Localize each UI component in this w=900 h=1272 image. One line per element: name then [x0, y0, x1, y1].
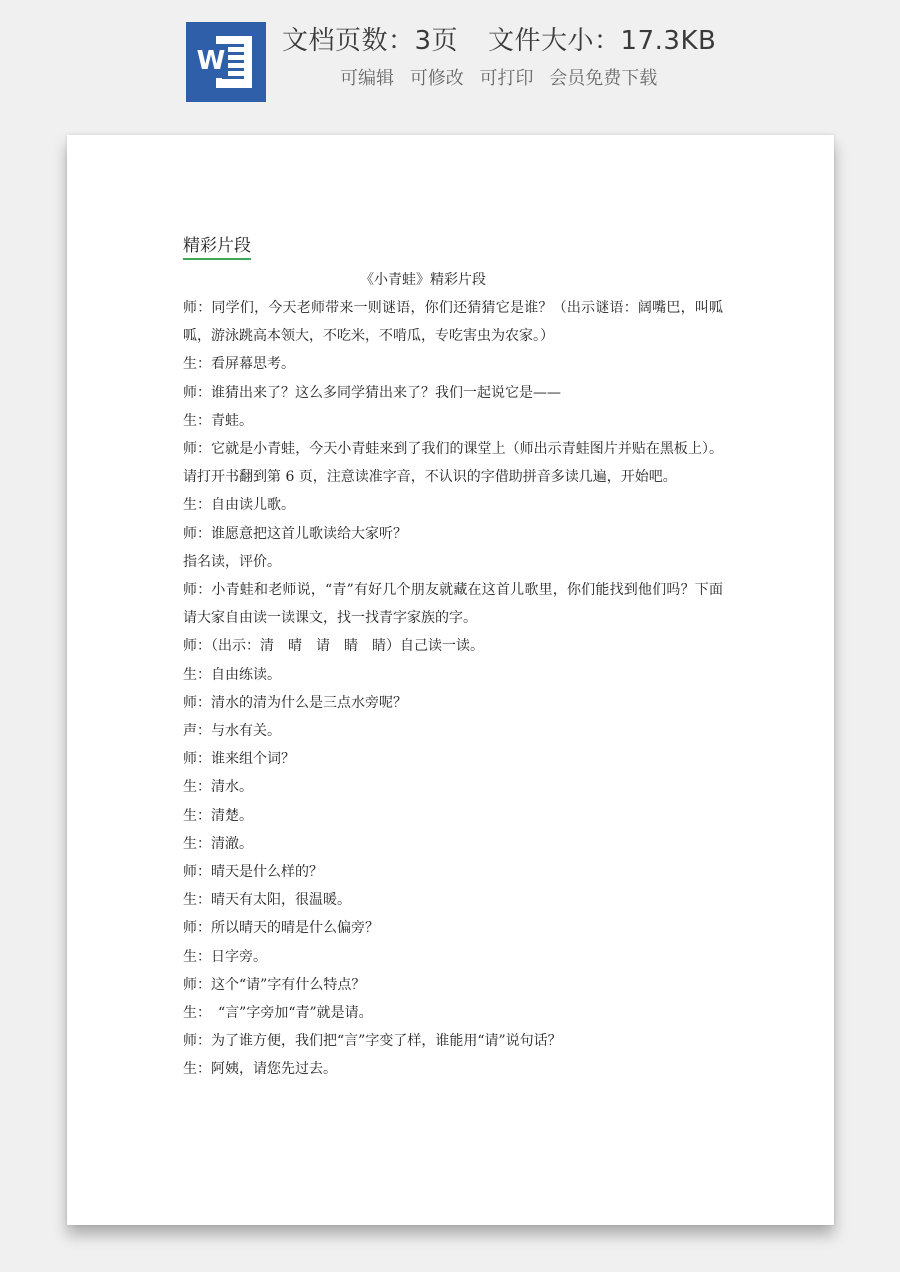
file-info-title: [282, 20, 716, 60]
dialogue-line: 师：为了谁方便，我们把“言”字变了样，谁能用“请”说句话？: [183, 1033, 562, 1050]
dialogue-line: 师：它就是小青蛙，今天小青蛙来到了我们的课堂上（师出示青蛙图片并贴在黑板上）。请打开书翻到第 6 页，注意读准字音，不认识的字借助拼音多读几遍，开始吧。: [183, 441, 723, 486]
dialogue-line: 生：自由练读。: [183, 666, 281, 683]
document-page: [67, 135, 834, 1225]
dialogue-line: 生：清澈。: [183, 835, 253, 852]
document-title: 《小青蛙》精彩片段: [360, 272, 486, 288]
dialogue-line: 生：清水。: [183, 779, 253, 796]
dialogue-line: 师：谁来组个词？: [183, 751, 295, 768]
dialogue-line: 生：阿姨，请您先过去。: [183, 1061, 337, 1078]
feature-printable: 可打印: [479, 68, 534, 89]
dialogue-line: 生：清楚。: [183, 807, 253, 824]
document-content: [183, 233, 723, 1084]
dialogue-line: 师：同学们，今天老师带来一则谜语，你们还猜猜它是谁？（出示谜语：阔嘴巴，叫呱呱，游泳跳高本领大，不吃米，不啃瓜，专吃害虫为农家。）: [183, 300, 723, 345]
dialogue-line: 指名读，评价。: [183, 553, 281, 570]
dialogue-line: 师：谁猜出来了？这么多同学猜出来了？我们一起说它是——: [183, 384, 561, 401]
feature-free-download: 会员免费下载: [549, 68, 658, 89]
dialogue-line: 生：晴天有太阳，很温暖。: [183, 892, 351, 909]
feature-list: [340, 64, 667, 92]
dialogue-line: 师：晴天是什么样的？: [183, 864, 323, 881]
dialogue-line: 师：谁愿意把这首儿歌读给大家听？: [183, 525, 407, 542]
page-count: 文档页数：3页: [282, 26, 459, 56]
dialogue-line: 师：小青蛙和老师说，“青”有好几个朋友就藏在这首儿歌里，你们能找到他们吗？下面请大家自由读一读课文，找一找青字家族的字。: [183, 582, 723, 627]
feature-modifiable: 可修改: [409, 68, 464, 89]
feature-editable: 可编辑: [340, 68, 394, 89]
dialogue-line: 生：自由读儿歌。: [183, 497, 295, 514]
dialogue-line: 师：清水的清为什么是三点水旁呢？: [183, 694, 407, 711]
word-document-icon: [186, 22, 266, 102]
dialogue-line: 生： “言”字旁加“青”就是请。: [183, 1005, 373, 1022]
dialogue-line: 生：日字旁。: [183, 948, 267, 965]
header: [0, 0, 900, 118]
dialogue-list: [183, 294, 723, 1084]
dialogue-line: 声：与水有关。: [183, 723, 281, 740]
dialogue-line: 师：这个“请”字有什么特点？: [183, 976, 366, 993]
word-letter: W: [194, 44, 228, 78]
file-size: 文件大小：17.3KB: [488, 26, 717, 56]
dialogue-line: 师：（出示：清 晴 请 睛 睛）自己读一读。: [183, 638, 484, 655]
section-title: 精彩片段: [183, 235, 251, 260]
dialogue-line: 师：所以晴天的晴是什么偏旁？: [183, 920, 379, 937]
dialogue-line: 生：青蛙。: [183, 412, 253, 429]
dialogue-line: 生：看屏幕思考。: [183, 356, 295, 373]
